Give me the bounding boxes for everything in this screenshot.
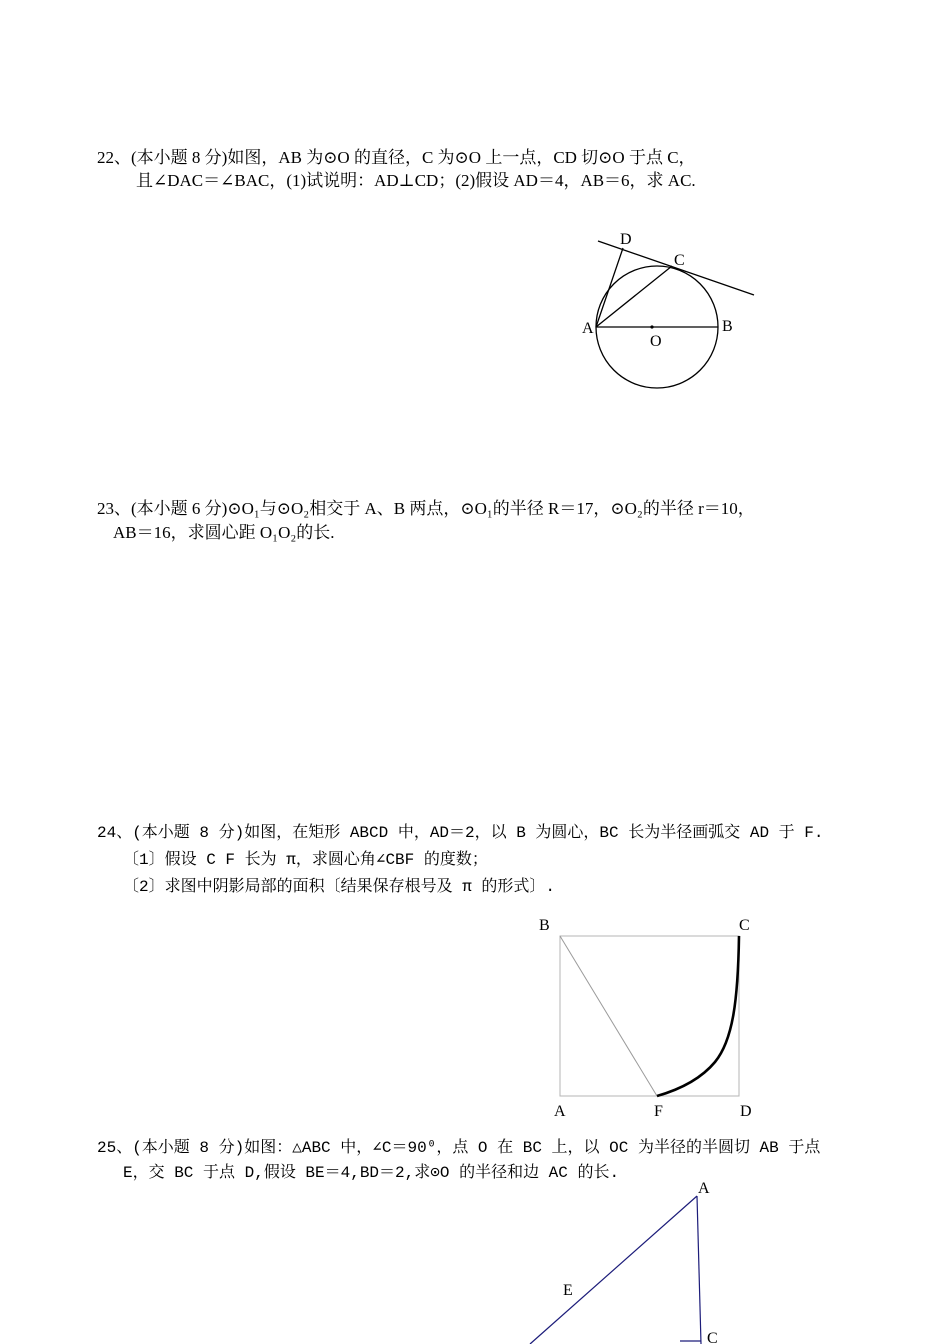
q23-line-1: 23、(本小题 6 分)⊙O₁与⊙O₂相交于 A、B 两点，⊙O₁的半径 R＝17，⊙O₂的半径 r＝10，	[97, 499, 755, 518]
q25-label-a: A	[698, 1180, 710, 1197]
q24-label-b: B	[539, 917, 550, 934]
q24-label-d: D	[740, 1103, 752, 1120]
q22-line-2: 且∠DAC＝∠BAC，(1)试说明：AD⊥CD；(2)假设 AD＝4，AB＝6，求 AC.	[136, 171, 696, 190]
q24-line-1: 24、(本小题 8 分)如图，在矩形 ABCD 中，AD＝2，以 B 为圆心，BC 长为半径画弧交 AD 于 F.	[97, 824, 824, 842]
q24-label-c: C	[739, 917, 750, 934]
q22-label-a: A	[582, 320, 594, 337]
q25-segment-ab	[530, 1196, 697, 1344]
q25-segment-ac	[697, 1196, 701, 1344]
q24-label-f: F	[654, 1103, 663, 1120]
q24-line-3: 〔2〕求图中阴影局部的面积〔结果保存根号及 π 的形式〕.	[123, 878, 556, 896]
q22-line-1: 22、(本小题 8 分)如图，AB 为⊙O 的直径，C 为⊙O 上一点，CD 切⊙O 于点 C，	[97, 148, 696, 167]
q24-label-a: A	[554, 1103, 566, 1120]
q23-line-2: AB＝16，求圆心距 O₁O₂的长.	[113, 523, 335, 542]
q22-label-b: B	[722, 318, 733, 335]
q25-label-e: E	[563, 1282, 573, 1299]
q25-line-1: 25、(本小题 8 分)如图：△ABC 中，∠C＝90⁰，点 O 在 BC 上，以 OC 为半径的半圆切 AB 于点	[97, 1139, 821, 1157]
q24-line-2: 〔1〕假设 C F 长为 π，求圆心角∠CBF 的度数；	[123, 851, 488, 869]
q22-label-c: C	[674, 252, 685, 269]
q25-line-2: E，交 BC 于点 D,假设 BE＝4,BD＝2,求⊙O 的半径和边 AC 的长.	[123, 1164, 620, 1182]
q25-label-c: C	[707, 1330, 718, 1344]
q22-label-o: O	[650, 333, 662, 350]
q22-label-d: D	[620, 231, 632, 248]
